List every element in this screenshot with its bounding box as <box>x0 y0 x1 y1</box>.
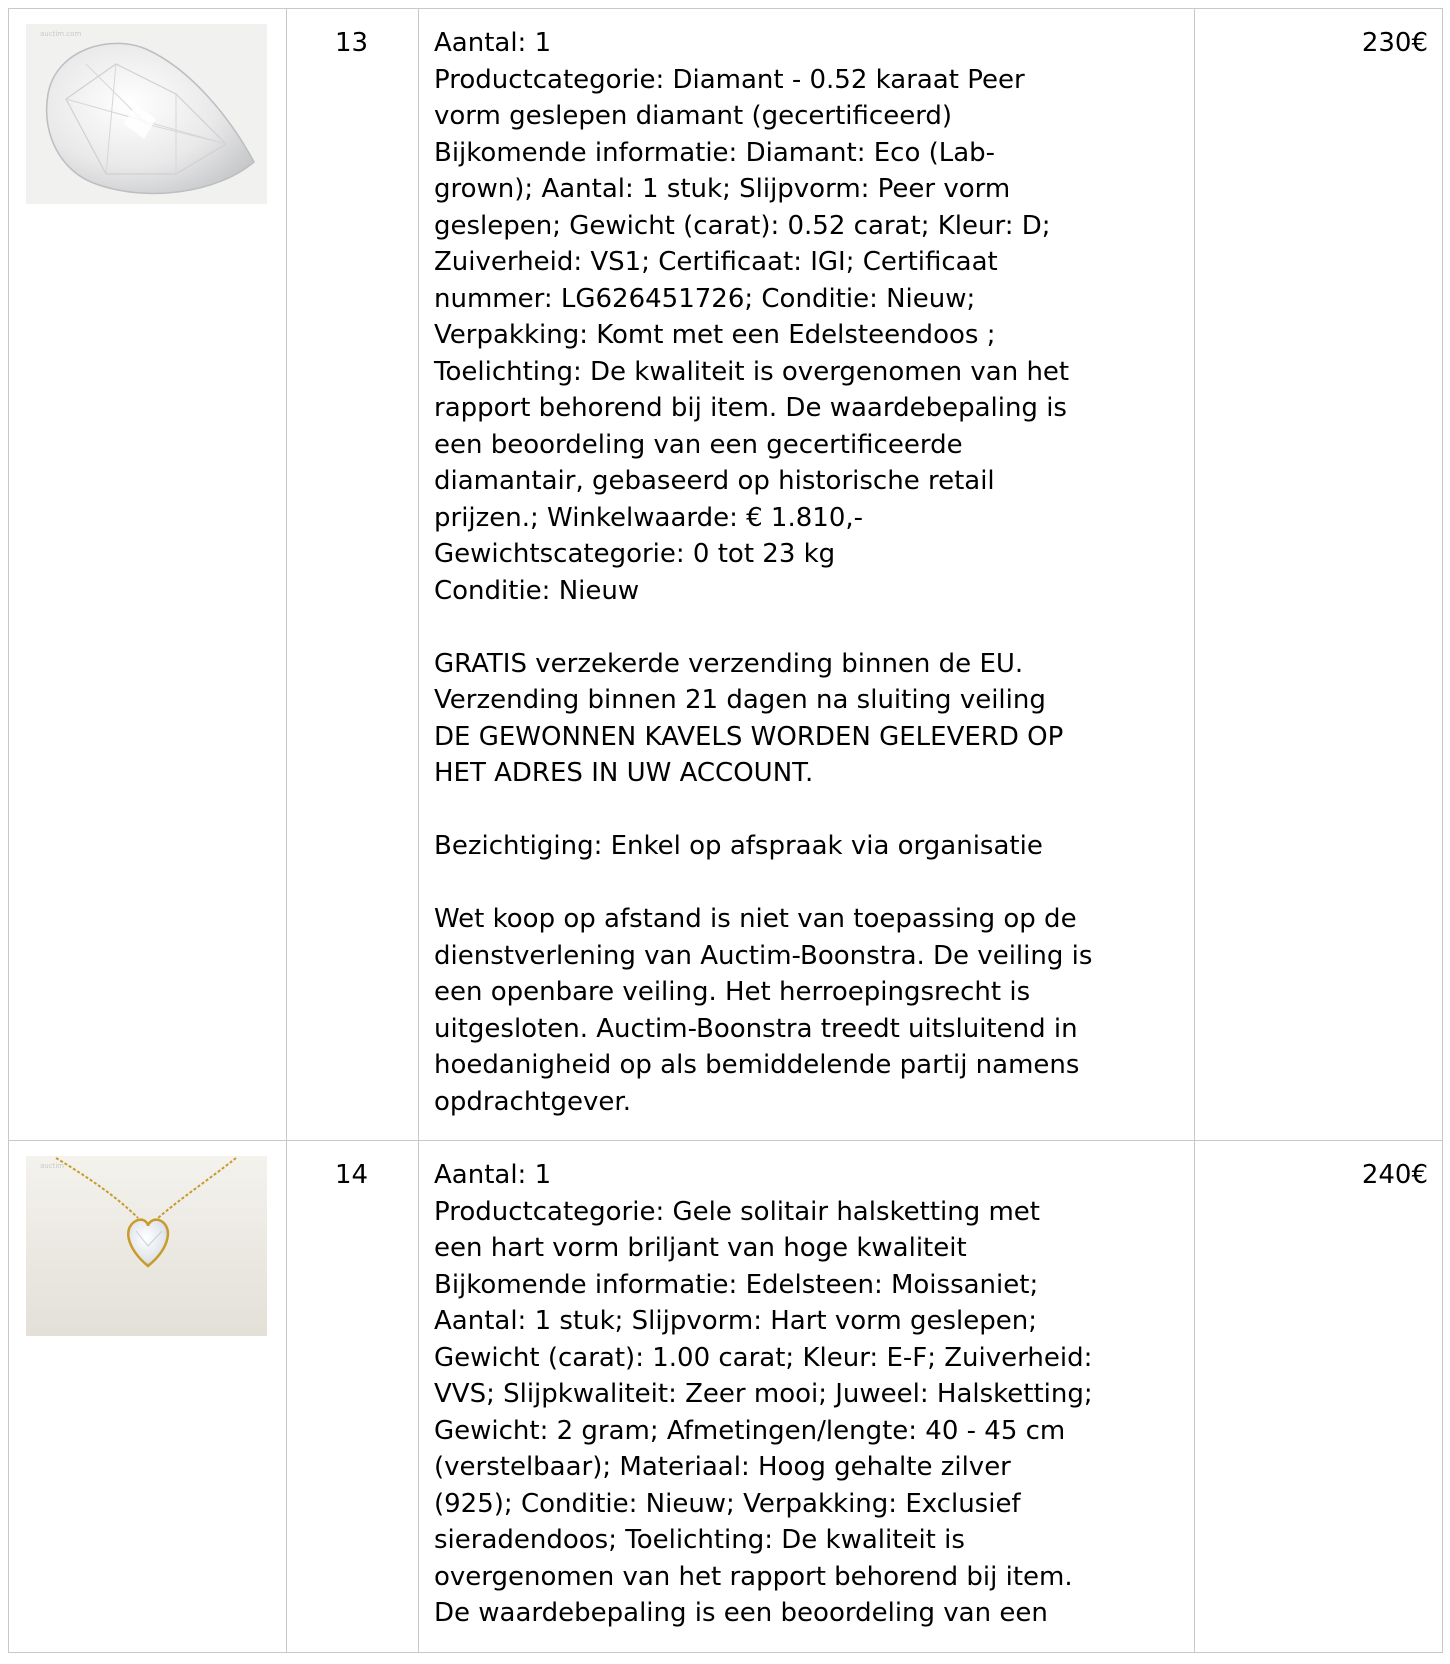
lot-image-cell <box>9 1141 287 1653</box>
description-line: (925); Conditie: Nieuw; Verpakking: Exclusief <box>434 1488 1021 1519</box>
legal-line: Wet koop op afstand is niet van toepassing op de <box>434 904 1077 934</box>
description-line: Aantal: 1 <box>434 28 552 58</box>
lot-number: 14 <box>287 1141 419 1653</box>
description-line: Verpakking: Komt met een Edelsteendoos ; <box>434 320 996 350</box>
lot-description <box>419 1141 1195 1653</box>
table-row <box>9 9 1443 1141</box>
legal-line: een openbare veiling. Het herroepingsrecht is <box>434 977 1031 1007</box>
description-line: een beoordeling van een gecertificeerde <box>434 429 963 460</box>
description-line: Productcategorie: Gele solitair halsketting met <box>434 1196 1040 1227</box>
legal-line: dienstverlening van Auctim-Boonstra. De veiling is <box>434 940 1093 971</box>
lot-price: 230€ <box>1195 9 1443 1141</box>
description-line: vorm geslepen diamant (gecertificeerd) <box>434 101 953 131</box>
lot-image-cell <box>9 9 287 1141</box>
diamond-thumbnail[interactable] <box>26 24 267 204</box>
legal-line: uitgesloten. Auctim-Boonstra treedt uitsluitend in <box>434 1013 1078 1044</box>
description-line: Gewichtscategorie: 0 tot 23 kg <box>434 539 836 569</box>
description-details <box>434 25 1180 609</box>
legal-line: opdrachtgever. <box>434 1086 631 1117</box>
description-line: Conditie: Nieuw <box>434 575 640 606</box>
description-line: Zuiverheid: VS1; Certificaat: IGI; Certificaat <box>434 247 998 277</box>
description-line: Productcategorie: Diamant - 0.52 karaat Peer <box>434 64 1025 95</box>
description-line: Aantal: 1 stuk; Slijpvorm: Hart vorm geslepen; <box>434 1306 1037 1336</box>
description-line: Toelichting: De kwaliteit is overgenomen van het <box>434 356 1070 387</box>
description-line: Gewicht (carat): 1.00 carat; Kleur: E-F; Zuiverheid: <box>434 1342 1093 1373</box>
description-line: rapport behorend bij item. De waardebepaling is <box>434 393 1067 423</box>
description-line: De waardebepaling is een beoordeling van een <box>434 1598 1048 1628</box>
viewing-info: Bezichtiging: Enkel op afspraak via organisatie <box>434 831 1043 861</box>
lot-table <box>8 8 1443 1653</box>
description-line: een hart vorm briljant van hoge kwaliteit <box>434 1233 967 1263</box>
description-line: Gewicht: 2 gram; Afmetingen/lengte: 40 - 45 cm <box>434 1415 1066 1446</box>
description-line: Bijkomende informatie: Edelsteen: Moissaniet; <box>434 1269 1039 1300</box>
necklace-thumbnail[interactable] <box>26 1156 267 1336</box>
heart-necklace-image <box>26 1156 267 1336</box>
pear-diamond-image <box>26 24 267 204</box>
legal-line: hoedanigheid op als bemiddelende partij namens <box>434 1050 1080 1080</box>
description-details <box>434 1157 1180 1632</box>
description-line: diamantair, gebaseerd op historische retail <box>434 466 995 496</box>
watermark-text: auctim.com <box>40 30 82 38</box>
table-row <box>9 1141 1443 1653</box>
shipping-line: DE GEWONNEN KAVELS WORDEN GELEVERD OP <box>434 721 1064 752</box>
description-line: nummer: LG626451726; Conditie: Nieuw; <box>434 283 976 314</box>
description-line: sieradendoos; Toelichting: De kwaliteit is <box>434 1525 965 1555</box>
shipping-line: HET ADRES IN UW ACCOUNT. <box>434 758 814 788</box>
description-line: (verstelbaar); Materiaal: Hoog gehalte zilver <box>434 1452 1011 1482</box>
description-line: VVS; Slijpkwaliteit: Zeer mooi; Juweel: Halsketting; <box>434 1379 1093 1409</box>
lot-price: 240€ <box>1195 1141 1443 1653</box>
shipping-info <box>434 646 1180 792</box>
watermark-text: auctim <box>40 1162 65 1170</box>
description-line: Aantal: 1 <box>434 1160 552 1190</box>
description-line: overgenomen van het rapport behorend bij item. <box>434 1561 1073 1592</box>
description-line: prijzen.; Winkelwaarde: € 1.810,- <box>434 502 864 533</box>
description-line: geslepen; Gewicht (carat): 0.52 carat; Kleur: D; <box>434 210 1051 241</box>
description-line: Bijkomende informatie: Diamant: Eco (Lab- <box>434 137 996 168</box>
lot-description <box>419 9 1195 1141</box>
lot-number: 13 <box>287 9 419 1141</box>
shipping-line: GRATIS verzekerde verzending binnen de EU. <box>434 648 1024 679</box>
shipping-line: Verzending binnen 21 dagen na sluiting veiling <box>434 685 1046 715</box>
description-line: grown); Aantal: 1 stuk; Slijpvorm: Peer vorm <box>434 174 1011 204</box>
legal-notice <box>434 901 1180 1120</box>
